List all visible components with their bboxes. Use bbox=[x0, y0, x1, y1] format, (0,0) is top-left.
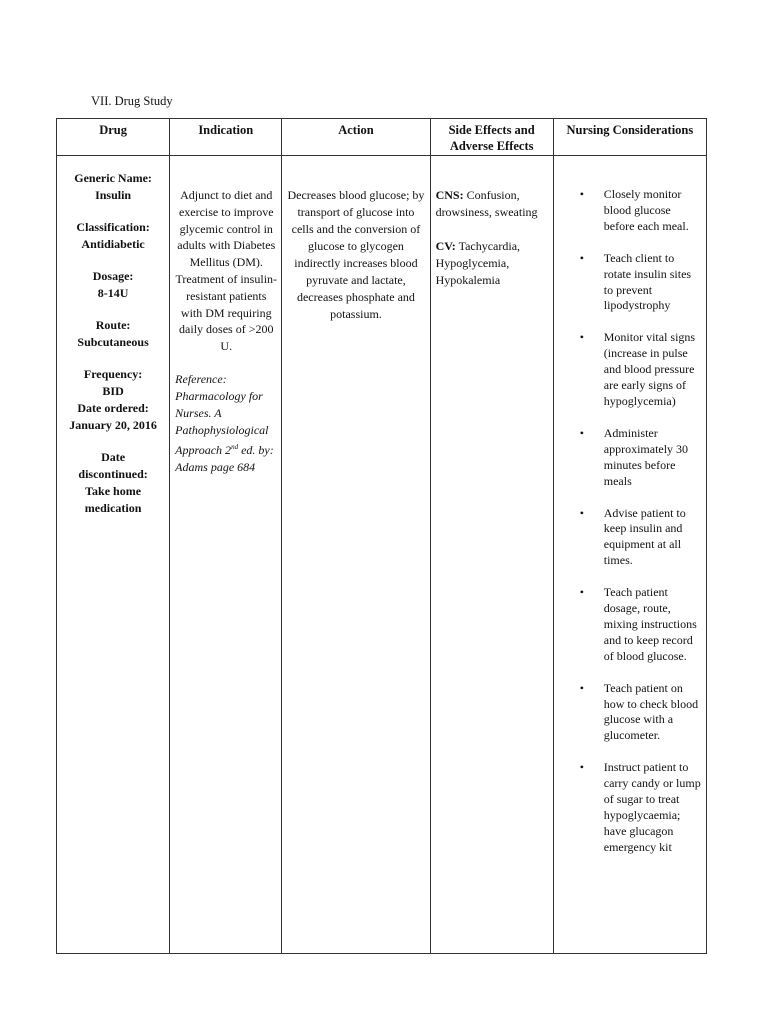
cns-label: CNS: bbox=[435, 188, 464, 202]
route-label: Route: bbox=[95, 318, 131, 332]
list-item-text: Instruct patient to carry candy or lump of sugar to treat hypoglycaemia; have glucagon emergency kit bbox=[603, 760, 701, 854]
frequency-label: Frequency: bbox=[83, 367, 143, 381]
bullet-icon: • bbox=[579, 585, 584, 600]
list-item-text: Teach patient dosage, route, mixing instructions and to keep record of blood glucose. bbox=[603, 585, 697, 663]
dosage-value: 8-14U bbox=[97, 286, 129, 300]
date-discontinued-value: Take home medication bbox=[84, 484, 142, 515]
bullet-icon: • bbox=[579, 330, 584, 345]
drug-row bbox=[57, 156, 707, 954]
classification-label: Classification: bbox=[76, 220, 150, 234]
classification-value: Antidiabetic bbox=[81, 237, 145, 251]
indication-reference bbox=[175, 371, 277, 476]
dosage-block bbox=[57, 268, 169, 302]
date-ordered-value: January 20, 2016 bbox=[69, 418, 157, 432]
date-ordered-block bbox=[57, 400, 169, 434]
drug-study-table bbox=[56, 118, 707, 954]
list-item bbox=[554, 506, 702, 570]
route-block bbox=[57, 317, 169, 351]
list-item bbox=[554, 187, 702, 235]
cns-effects bbox=[436, 187, 550, 221]
list-item bbox=[554, 760, 702, 855]
list-item-text: Teach client to rotate insulin sites to prevent lipodystrophy bbox=[603, 250, 692, 313]
list-item bbox=[554, 251, 702, 315]
header-drug: Drug bbox=[57, 119, 170, 156]
date-discontinued-block bbox=[57, 449, 169, 517]
list-item-text: Administer approximately 30 minutes before meals bbox=[603, 425, 689, 488]
classification-block bbox=[57, 219, 169, 253]
list-item-text: Advise patient to keep insulin and equipment at all times. bbox=[603, 505, 686, 568]
indication-cell bbox=[170, 156, 282, 954]
list-item bbox=[554, 330, 702, 410]
bullet-icon: • bbox=[579, 505, 584, 520]
action-cell bbox=[282, 156, 430, 954]
list-item bbox=[554, 681, 702, 745]
side-effects-cell bbox=[430, 156, 553, 954]
generic-name-value: Insulin bbox=[95, 188, 132, 202]
header-action: Action bbox=[282, 119, 430, 156]
bullet-icon: • bbox=[579, 680, 584, 695]
reference-text-end: ed. by: Adams page 684 bbox=[175, 442, 274, 474]
nursing-considerations-list bbox=[554, 187, 702, 856]
header-row bbox=[57, 119, 707, 156]
cv-text: Tachycardia, Hypoglycemia, Hypokalemia bbox=[435, 239, 521, 287]
list-item-text: Closely monitor blood glucose before each meal. bbox=[603, 187, 689, 233]
list-item-text: Monitor vital signs (increase in pulse and blood pressure are early signs of hypoglycemia) bbox=[603, 330, 696, 408]
header-indication: Indication bbox=[170, 119, 282, 156]
indication-text: Adjunct to diet and exercise to improve glycemic control in adults with Diabetes Mellitus (DM). Treatment of insulin-resistant patients with DM requiring daily doses of >200 U. bbox=[175, 188, 278, 354]
dosage-label: Dosage: bbox=[92, 269, 134, 283]
bullet-icon: • bbox=[579, 250, 584, 265]
reference-text: Reference: Pharmacology for Nurses. A Pathophysiological Approach 2 bbox=[175, 371, 269, 457]
generic-name-label: Generic Name: bbox=[74, 171, 152, 185]
cv-effects bbox=[436, 238, 550, 289]
cv-label: CV: bbox=[435, 239, 456, 253]
date-discontinued-label: Date discontinued: bbox=[78, 450, 148, 481]
date-ordered-label: Date ordered: bbox=[77, 401, 149, 415]
header-nursing-considerations: Nursing Considerations bbox=[553, 119, 706, 156]
cns-text: Confusion, drowsiness, sweating bbox=[435, 188, 538, 219]
bullet-icon: • bbox=[579, 760, 584, 775]
frequency-block bbox=[57, 366, 169, 400]
reference-superscript: nd bbox=[231, 442, 239, 451]
nursing-considerations-cell bbox=[553, 156, 706, 954]
bullet-icon: • bbox=[579, 187, 584, 201]
section-title: VII. Drug Study bbox=[91, 94, 173, 108]
bullet-icon: • bbox=[579, 425, 584, 440]
header-side-effects: Side Effects and Adverse Effects bbox=[430, 119, 553, 156]
list-item bbox=[554, 426, 702, 490]
list-item-text: Teach patient on how to check blood glucose with a glucometer. bbox=[603, 680, 699, 743]
frequency-value: BID bbox=[102, 384, 124, 398]
action-text: Decreases blood glucose; by transport of glucose into cells and the conversion of glucose to glycogen indirectly increases blood pyruvate and lactate, decreases phosphate and potassium. bbox=[287, 188, 425, 321]
generic-name-block bbox=[57, 170, 169, 204]
drug-cell bbox=[57, 156, 170, 954]
route-value: Subcutaneous bbox=[77, 335, 149, 349]
list-item bbox=[554, 585, 702, 665]
